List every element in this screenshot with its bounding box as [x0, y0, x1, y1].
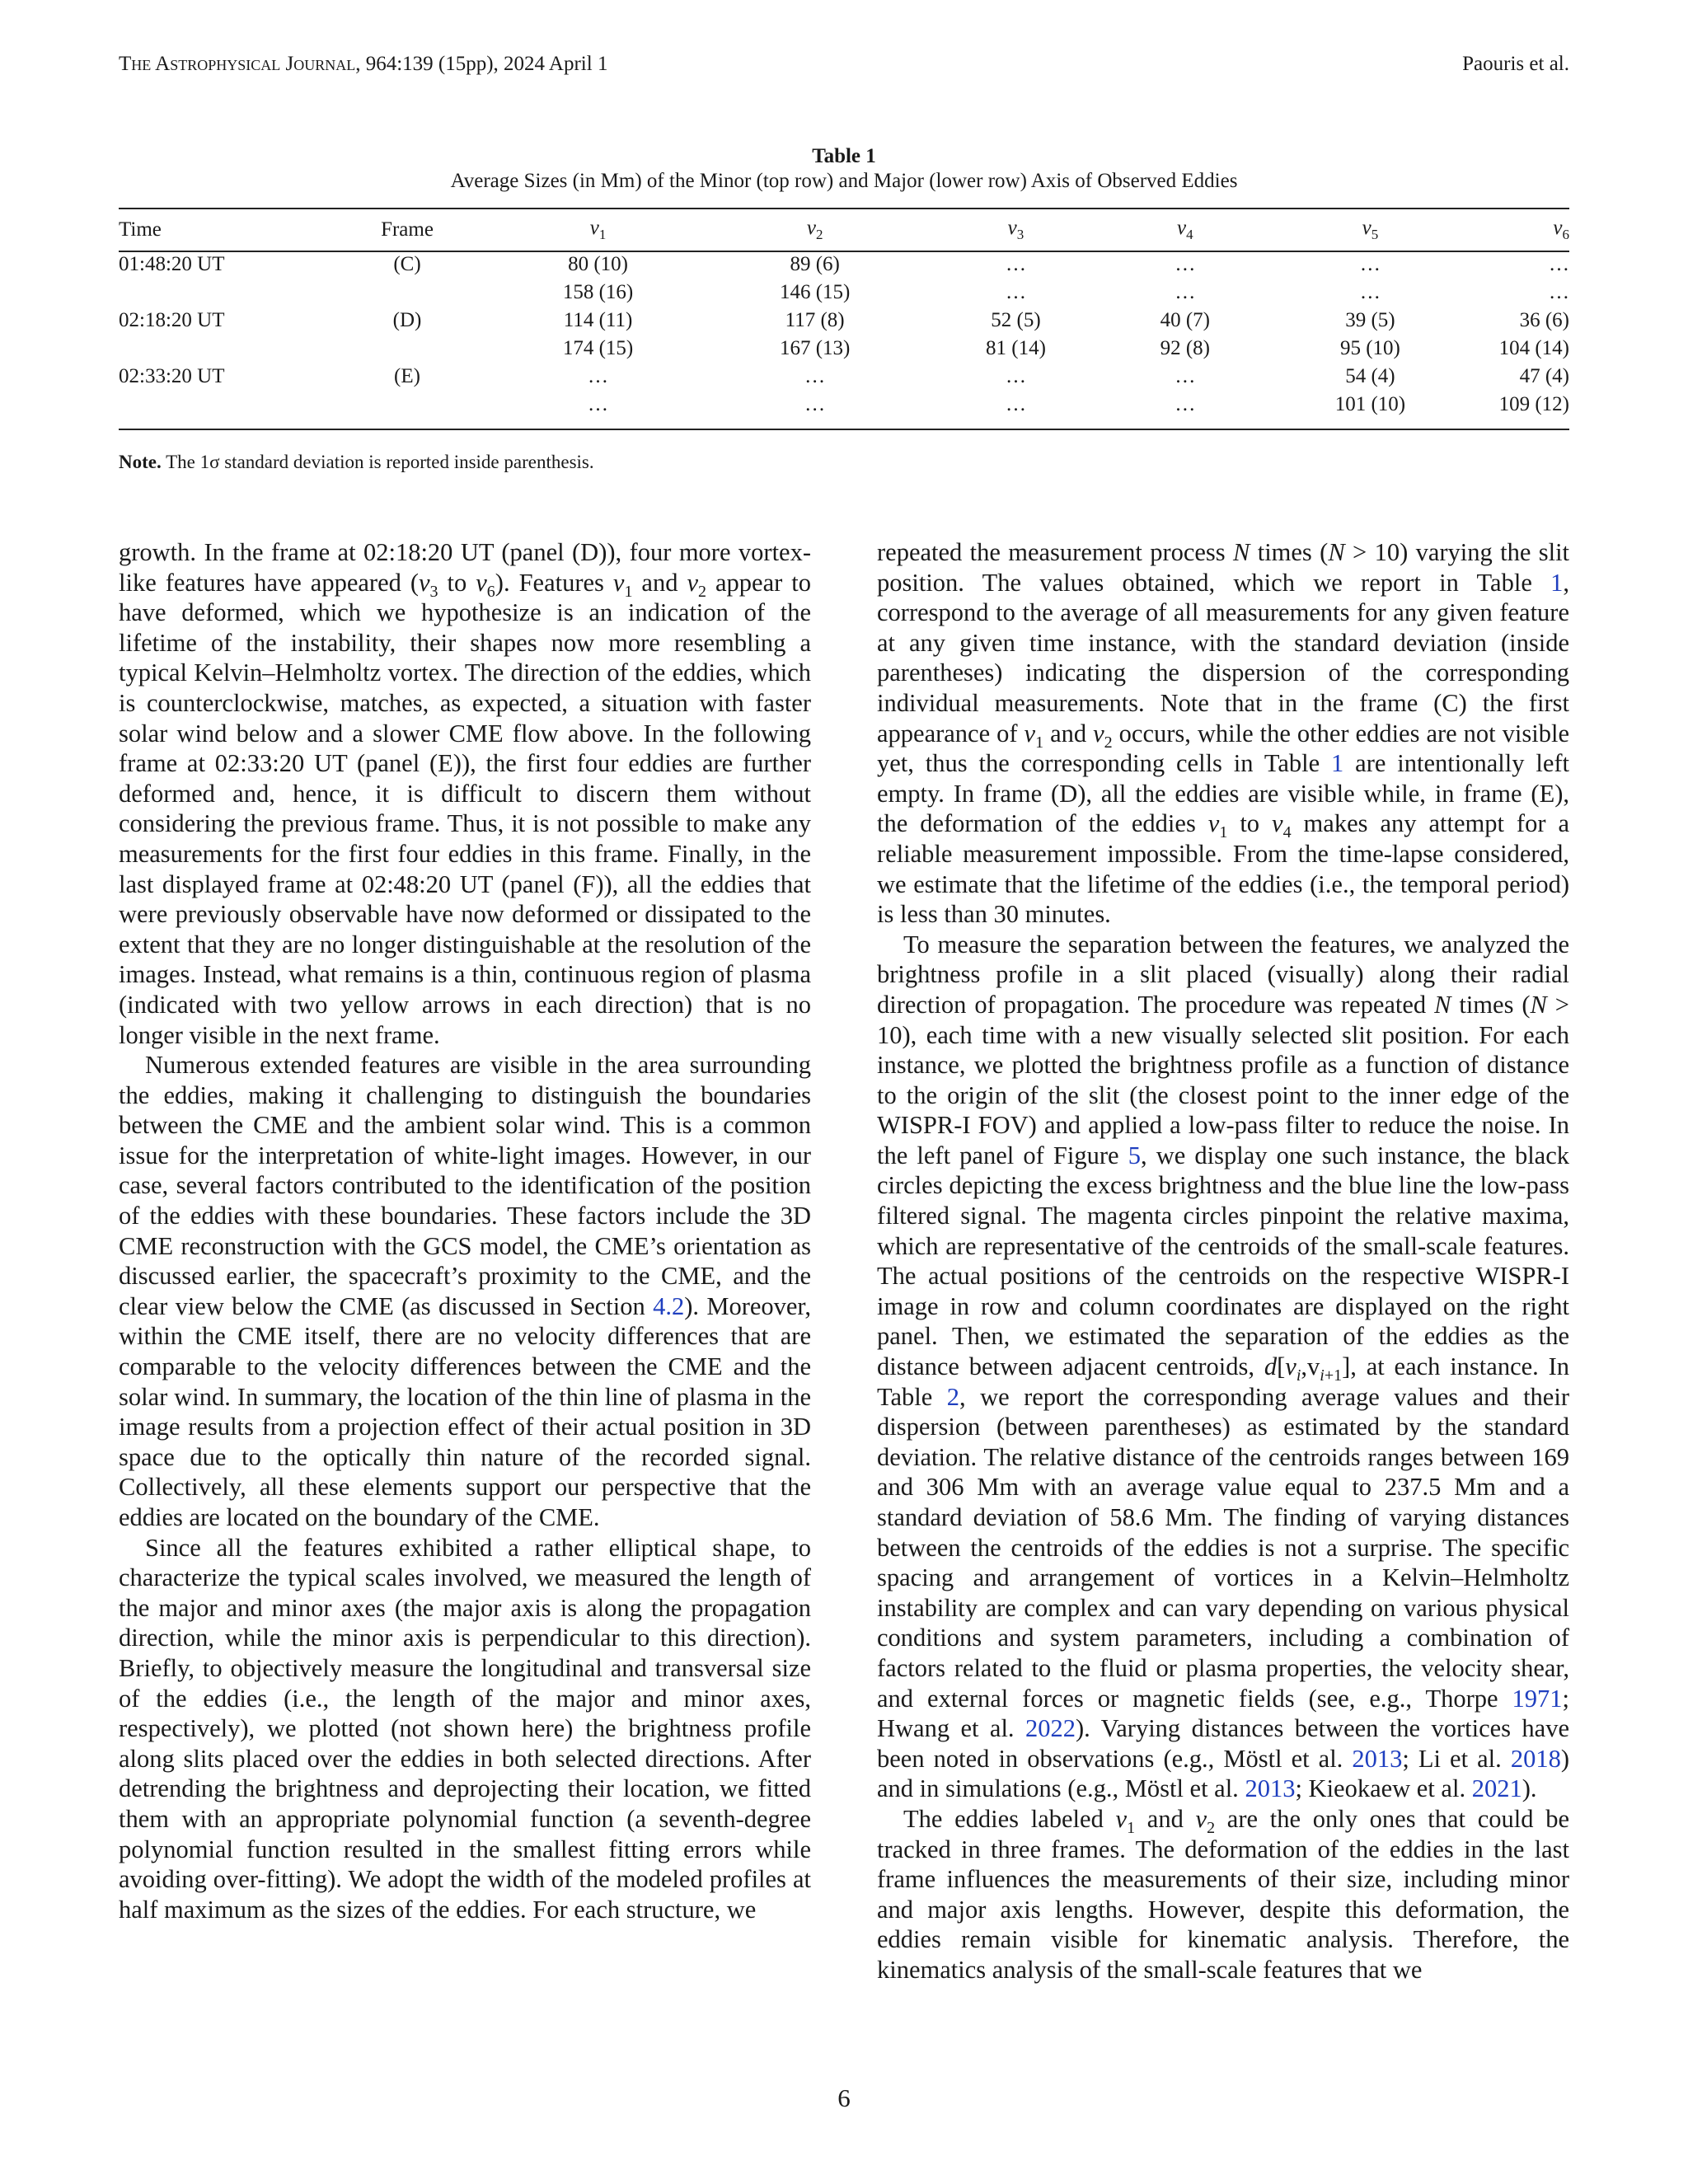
table-cell: 117 (8) — [785, 309, 845, 331]
table-cell — [325, 279, 490, 307]
table-note — [119, 452, 594, 473]
table-cell: … — [1359, 281, 1381, 303]
table-cell: 01:48:20 UT — [119, 253, 225, 275]
table-cell: (C) — [393, 253, 421, 275]
table-cell: 158 (16) — [562, 281, 634, 303]
table-cell — [119, 391, 325, 419]
column-header-time: Time — [119, 218, 162, 241]
table-caption: Average Sizes (in Mm) of the Minor (top row) and Major (lower row) Axis of Observed Eddies — [450, 170, 1238, 192]
table-cell: … — [1175, 281, 1196, 303]
table-cell: 89 (6) — [790, 253, 840, 275]
column-header-v5: $v_5$ — [1362, 217, 1379, 242]
table-title: Table 1 — [812, 145, 876, 167]
table-cell: … — [1549, 281, 1569, 303]
table-row — [119, 391, 1569, 419]
table-cell: 146 (15) — [779, 281, 851, 303]
table-cell: 80 (10) — [568, 253, 628, 275]
table-cell: 95 (10) — [1339, 337, 1400, 359]
column-header-frame: Frame — [381, 218, 434, 241]
table-cell: … — [588, 365, 609, 387]
table-cell: 02:18:20 UT — [119, 309, 225, 331]
table-header-row — [119, 209, 1569, 251]
table-cell: 104 (14) — [1498, 337, 1569, 359]
left-paragraph-3: Since all the features exhibited a rather elliptical shape, to characterize the typical scales involved, we measured the length of the major and minor axes (the major axis is along the propagation direction, while the minor axis is perpendicular to this direction). Briefly, to objectively measure the longitudinal and transversal size of the eddies (i.e., the length of the major and minor axes, respectively), we plotted (not shown here) the brightness profile along slits placed over the eddies in both selected directions. After detrending the brightness and deprojecting their location, we fitted them with an appropriate polynomial function (a seventh-degree polynomial function resulted in the smallest fitting errors while avoiding over-fitting). We adopt the width of the modeled profiles at half maximum as the sizes of the eddies. For each structure, we — [119, 1533, 811, 1924]
running-header — [119, 53, 1569, 82]
table-cell — [325, 335, 490, 363]
citation-details: , 964:139 (15pp), 2024 April 1 — [355, 53, 608, 75]
column-header-v1: $v_1$ — [589, 217, 607, 242]
table-row — [119, 279, 1569, 307]
data-table — [119, 209, 1569, 419]
table-cell: 109 (12) — [1498, 393, 1569, 415]
table-cell: (D) — [392, 309, 422, 331]
table-cell: (E) — [394, 365, 420, 387]
table-cell — [325, 391, 490, 419]
column-header-v3: $v_3$ — [1007, 217, 1025, 242]
table-cell: 54 (4) — [1345, 365, 1395, 387]
right-paragraph-3: The eddies labeled $v_1$ and $v_2$ are the only ones that could be tracked in three frames. The deformation of the eddies in the last frame influences the measurements of their size, including minor and major axis lengths. However, despite this deformation, the eddies remain visible for kinematic analysis. Therefore, the kinematics analysis of the small-scale features that we — [877, 1804, 1569, 1984]
column-header-v2: $v_2$ — [806, 217, 823, 242]
table-cell: … — [1005, 281, 1026, 303]
table-cell: 167 (13) — [779, 337, 851, 359]
right-paragraph-2: To measure the separation between the features, we analyzed the brightness profile in a slit placed (visually) along their radial direction of propagation. The procedure was repeated N times (N > 10), each time with a new visually selected slit position. For each instance, we plotted the brightness profile as a function of distance to the origin of the slit (the closest point to the inner edge of the WISPR-I FOV) and applied a low-pass filter to reduce the noise. In the left panel of Figure 5, we display one such instance, the black circles depicting the excess brightness and the blue line the low-pass filtered signal. The magenta circles pinpoint the relative maxima, which are representative of the centroids of the small-scale features. The actual positions of the centroids on the respective WISPR-I image in row and column coordinates are displayed on the right panel. Then, we estimated the separation of the eddies as the distance between adjacent centroids, $d[v_i,v_{i+1}]$, at each instance. In Table 2, we report the corresponding average values and their dispersion (between parentheses) as estimated by the standard deviation. The relative distance of the centroids ranges between 169 and 306 Mm with an average value equal to 237.5 Mm and a standard deviation of 58.6 Mm. The finding of varying distances between the centroids of the eddies is not a surprise. The specific spacing and arrangement of vortices in a Kelvin–Helmholtz instability are complex and can vary depending on various physical conditions and system parameters, including a combination of factors related to the fluid or plasma properties, the velocity shear, and external forces or magnetic fields (see, e.g., Thorpe 1971; Hwang et al. 2022). Varying distances between the vortices have been noted in observations (e.g., Möstl et al. 2013; Li et al. 2018) and in simulations (e.g., Möstl et al. 2013; Kieokaew et al. 2021). — [877, 930, 1569, 1803]
table-cell: … — [1549, 253, 1569, 275]
table-cell: 02:33:20 UT — [119, 365, 225, 387]
column-header-v6: $v_6$ — [1553, 217, 1569, 242]
right-text-column — [877, 537, 1569, 1985]
table-cell: … — [1359, 253, 1381, 275]
table-cell: 92 (8) — [1160, 337, 1211, 359]
left-paragraph-2: Numerous extended features are visible in the area surrounding the eddies, making it challenging to distinguish the boundaries between the CME and the ambient solar wind. This is a common issue for the interpretation of white-light images. However, in our case, several factors contributed to the identification of the position of the eddies with these boundaries. These factors include the 3D CME reconstruction with the GCS model, the CME’s orientation as discussed earlier, the spacecraft’s proximity to the CME, and the clear view below the CME (as discussed in Section 4.2). Moreover, within the CME itself, there are no velocity differences that are comparable to the velocity differences between the CME and the solar wind. In summary, the location of the thin line of plasma in the image results from a projection effect of their actual position in 3D space due to the optically thin nature of the recorded signal. Collectively, all these elements support our perspective that the eddies are located on the boundary of the CME. — [119, 1051, 811, 1531]
note-label: Note. — [119, 452, 162, 472]
table-row — [119, 307, 1569, 335]
table-cell: 39 (5) — [1345, 309, 1395, 331]
table-cell: 81 (14) — [986, 337, 1046, 359]
left-text-column — [119, 537, 811, 1924]
table-cell: 114 (11) — [563, 309, 633, 331]
table-cell: 174 (15) — [562, 337, 634, 359]
journal-citation — [119, 53, 607, 76]
table-cell: 36 (6) — [1519, 309, 1569, 331]
table-cell: … — [1175, 393, 1196, 415]
table-cell: 40 (7) — [1160, 309, 1211, 331]
table-cell: … — [804, 393, 826, 415]
table-row — [119, 335, 1569, 363]
table-cell: … — [1005, 393, 1026, 415]
table-cell: 101 (10) — [1334, 393, 1406, 415]
table-row — [119, 251, 1569, 279]
table-bottom-rule — [119, 429, 1569, 430]
table-cell: … — [588, 393, 609, 415]
table-body — [119, 251, 1569, 419]
table-cell: 47 (4) — [1519, 365, 1569, 387]
column-header-v4: $v_4$ — [1177, 217, 1193, 242]
table-row — [119, 363, 1569, 391]
table-cell: … — [1005, 253, 1026, 275]
table-cell — [119, 279, 325, 307]
note-text: The 1σ standard deviation is reported inside parenthesis. — [166, 452, 594, 472]
page-number: 6 — [837, 2083, 851, 2112]
left-paragraph-1: growth. In the frame at 02:18:20 UT (panel (D)), four more vortex-like features have appeared ($v_3$ to $v_6$). Features $v_1$ and $v_2$ appear to have deformed, which we hypothesize is an indication of the lifetime of the instability, their shapes now more resembling a typical Kelvin–Helmholtz vortex. The direction of the eddies, which is counterclockwise, matches, as expected, a situation with faster solar wind below and a slower CME flow above. In the following frame at 02:33:20 UT (panel (E)), the first four eddies are further deformed and, hence, it is difficult to discern them without considering the previous frame. Thus, it is not possible to make any measurements for the first four eddies in this frame. Finally, in the last displayed frame at 02:48:20 UT (panel (F)), all the eddies that were previously observable have now deformed or dissipated to the extent that they are no longer distinguishable at the resolution of the images. Instead, what remains is a thin, continuous region of plasma (indicated with two yellow arrows in each direction) that is no longer visible in the next frame. — [119, 538, 811, 1049]
table-cell: … — [1005, 365, 1026, 387]
table-cell: 52 (5) — [991, 309, 1041, 331]
table-cell: … — [1175, 253, 1196, 275]
table-cell — [119, 335, 325, 363]
table-cell: … — [1175, 365, 1196, 387]
table-cell: … — [804, 365, 826, 387]
author-running-head: Paouris et al. — [1462, 53, 1569, 75]
right-paragraph-1: repeated the measurement process N times (N > 10) varying the slit position. The values obtained, which we report in Table 1, correspond to the average of all measurements for any given feature at any given time instance, with the standard deviation (inside parentheses) indicating the dispersion of the corresponding individual measurements. Note that in the frame (C) the first appearance of $v_1$ and $v_2$ occurs, while the other eddies are not visible yet, thus the corresponding cells in Table 1 are intentionally left empty. In frame (D), all the eddies are visible while, in frame (E), the deformation of the eddies $v_1$ to $v_4$ makes any attempt for a reliable measurement impossible. From the time-lapse considered, we estimate that the lifetime of the eddies (i.e., the temporal period) is less than 30 minutes. — [877, 538, 1570, 929]
journal-name: The Astrophysical Journal — [119, 53, 356, 75]
table-header-rule — [119, 251, 1569, 252]
